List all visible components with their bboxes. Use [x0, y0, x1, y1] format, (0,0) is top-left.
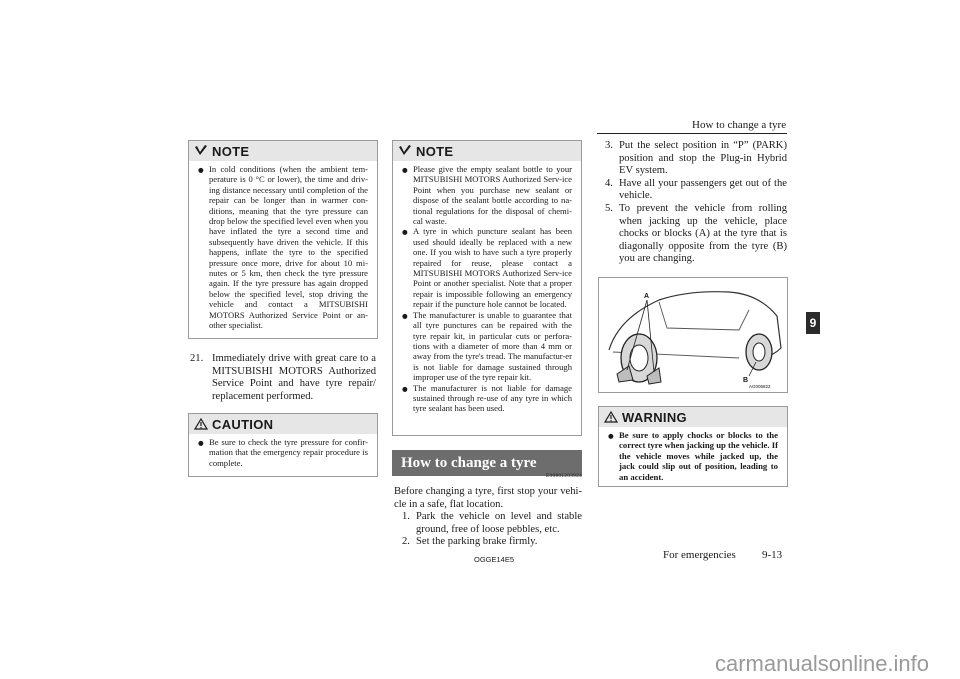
- step-3: [605, 140, 787, 178]
- warning-item: ● Be sure to apply chocks or blocks to the correct tyre when jacking up the vehicle. If the vehicle moves while jacked up, the jack could slip out of position, leading to an accident.: [608, 430, 778, 482]
- warning-body: [599, 427, 787, 488]
- note-header: [393, 141, 581, 161]
- warning-triangle-icon: [194, 418, 208, 430]
- section-body: [394, 486, 582, 549]
- step-1: [394, 511, 582, 536]
- bullet-icon: ●: [608, 432, 614, 440]
- caution-label: CAUTION: [212, 416, 274, 432]
- step-number: 5.: [605, 202, 613, 214]
- steps-col3: [605, 140, 787, 266]
- note-item: ● The manufacturer is not liable for damage sustained through re-use of any tyre in which tyre sealant has been used.: [402, 382, 572, 414]
- step-text: To prevent the vehicle from rolling when jacking up the vehicle, place chocks or blocks (A) at the tyre that is diagonally opposite from the tyre (B) you are changing.: [619, 202, 787, 265]
- footer-page-number: 9-13: [762, 549, 783, 561]
- note-pencil-icon: [194, 145, 208, 157]
- bullet-icon: ●: [402, 384, 408, 393]
- bullet-icon: ●: [402, 228, 408, 237]
- section-title: How to change a tyre: [392, 450, 582, 476]
- callout-b: B: [743, 377, 749, 384]
- step-number: 1.: [402, 511, 410, 523]
- bullet-icon: ●: [402, 311, 408, 320]
- warning-label: WARNING: [622, 409, 687, 425]
- note-box-col1: [188, 140, 378, 339]
- step-21: [190, 353, 376, 403]
- figure-code: AG006822: [749, 384, 771, 389]
- note-item: ● A tyre in which puncture sealant has been used should ideally be replaced with a new one. If you wish to have such a tyre properly repaired for reuse, please contact a MITSUBISHI MOTORS Authorized Serv-ice Point or another specialist. Note that a proper repair is impossible following an emergency repair if the puncture hole cannot be located.: [402, 226, 572, 310]
- step-text: Set the parking brake firmly.: [416, 536, 538, 548]
- warning-box: [598, 406, 788, 487]
- step-4: [605, 178, 787, 203]
- step-text: Immediately drive with great care to a MITSUBISHI MOTORS Authorized Service Point and have tyre repair/ replacement performed.: [212, 353, 376, 402]
- footer-code: OGGE14E5: [474, 555, 515, 564]
- section-code: E00801203924: [545, 473, 582, 479]
- step-number: 21.: [190, 353, 204, 364]
- rear-rim: [753, 343, 765, 361]
- header-rule: [597, 133, 787, 134]
- intro-text: Before changing a tyre, first stop your vehi-cle in a safe, flat location.: [394, 486, 582, 510]
- step-text: Have all your passengers get out of the vehicle.: [619, 177, 787, 202]
- note-item: ● In cold conditions (when the ambient tem-perature is 0 °C or lower), the time and driv-ing distance necessary until completion of the repair can be longer than in warmer con-ditions, meaning that the tyre pressure can drop below the specified level even when you have inflated the tyre a second time and subsequently have driven the vehicle. If this happens, inflate the tyre to the specified pressure once more, drive for about 10 mi-nutes or 5 km, then check the tyre pressure again. If the tyre pressure has again dropped below the specified level, stop driving the vehicle and contact a MITSUBISHI MOTORS Authorized Service Point or an-other specialist.: [198, 164, 368, 331]
- bullet-icon: ●: [198, 166, 204, 174]
- footer-section: For emergencies: [663, 549, 736, 561]
- note-pencil-icon: [398, 145, 412, 157]
- warning-triangle-icon: [604, 411, 618, 423]
- figure-chocks: [598, 277, 788, 393]
- note-item: ● Please give the empty sealant bottle to your MITSUBISHI MOTORS Authorized Serv-ice Point when you purchase new sealant or dispose of the sealant bottle according to na-tional regulations for the disposal of chemi-cal waste.: [402, 164, 572, 227]
- note-box-col2: [392, 140, 582, 436]
- note-body: [393, 161, 581, 420]
- car-window-line: [659, 302, 749, 330]
- bullet-icon: ●: [402, 166, 408, 174]
- running-header: How to change a tyre: [692, 119, 787, 131]
- chapter-tab[interactable]: 9: [806, 312, 820, 334]
- caution-item: ● Be sure to check the tyre pressure for confir-mation that the emergency repair procedure is complete.: [198, 437, 368, 468]
- step-text: Put the select position in “P” (PARK) position and stop the Plug-in Hybrid EV system.: [619, 140, 787, 177]
- step-text: Park the vehicle on level and stable ground, free of loose pebbles, etc.: [416, 511, 582, 535]
- note-body: [189, 161, 377, 337]
- caution-body: [189, 434, 377, 474]
- note-item: ● The manufacturer is unable to guarantee that all tyre punctures can be repaired with the tyre repair kit, in particular cuts or perfora-tions with a diameter of more than 4 mm or away from the tyre's tread. The manufactur-er is not liable for damage sustained through improper use of the tyre repair kit.: [402, 309, 572, 383]
- note-label: NOTE: [212, 143, 250, 159]
- note-label: NOTE: [416, 143, 454, 159]
- caution-header: [189, 414, 377, 434]
- vehicle-chocks-illustration: [599, 278, 787, 392]
- note-header: [189, 141, 377, 161]
- step-number: 2.: [402, 536, 410, 548]
- step-number: 3.: [605, 140, 613, 151]
- step-5: [605, 203, 787, 266]
- bullet-icon: ●: [198, 439, 204, 447]
- warning-header: [599, 407, 787, 427]
- watermark-text[interactable]: carmanualsonline.info: [715, 651, 930, 676]
- step-2: [394, 536, 582, 549]
- caution-box: [188, 413, 378, 477]
- step-number: 4.: [605, 177, 613, 189]
- callout-a: A: [644, 293, 650, 300]
